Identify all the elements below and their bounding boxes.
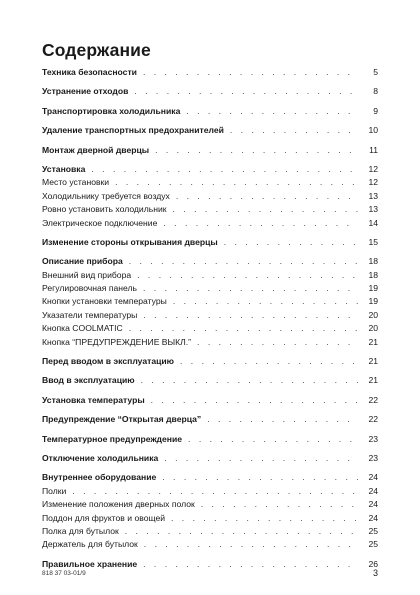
toc-entry-label: Техника безопасности: [42, 67, 137, 77]
toc-entry-page: 9: [373, 105, 378, 116]
dot-leader: [137, 269, 358, 282]
toc-entry-page: 21: [368, 375, 378, 386]
dot-leader: [72, 485, 358, 498]
toc-section-entry: [42, 374, 378, 387]
toc-subsection-entry: [42, 498, 378, 511]
toc-entry-label: Описание прибора: [42, 256, 123, 267]
dot-leader: [143, 282, 358, 295]
toc-entry-page: 13: [368, 190, 378, 201]
dot-leader: [186, 105, 358, 118]
dot-leader: [176, 190, 358, 203]
dot-leader: [129, 255, 358, 268]
page-number: 3: [372, 568, 378, 578]
dot-leader: [230, 124, 358, 137]
toc-section-entry: [42, 66, 378, 79]
toc-entry-page: 21: [368, 356, 378, 367]
toc-entry-page: 22: [368, 414, 378, 425]
toc-group: [42, 163, 378, 230]
toc-entry-label: Полка для бутылок: [42, 525, 119, 536]
toc-subsection-entry: [42, 176, 378, 189]
toc-entry-label: Предупреждение “Открытая дверца”: [42, 414, 202, 425]
toc-entry-page: 24: [368, 485, 378, 496]
toc-group: [42, 558, 378, 571]
toc-entry-label: Холодильнику требуется воздух: [42, 190, 170, 201]
dot-leader: [143, 558, 358, 571]
toc-entry-page: 12: [368, 177, 378, 188]
toc-section-entry: [42, 163, 378, 176]
toc-group: [42, 255, 378, 349]
dot-leader: [125, 525, 358, 538]
toc-section-entry: [42, 471, 378, 484]
dot-leader: [201, 498, 358, 511]
toc-entry-page: 19: [368, 296, 378, 307]
dot-leader: [197, 336, 358, 349]
toc-section-entry: [42, 255, 378, 268]
toc-entry-label: Внутреннее оборудование: [42, 472, 157, 483]
toc-entry-label: Изменение стороны открывания дверцы: [42, 236, 218, 247]
toc-section-entry: [42, 85, 378, 98]
toc-entry-label: Устранение отходов: [42, 86, 129, 97]
toc-entry-page: 23: [368, 433, 378, 444]
toc-subsection-entry: [42, 322, 378, 335]
toc-entry-label: Отключение холодильника: [42, 452, 159, 463]
toc-group: [42, 374, 378, 387]
toc-entry-label: Кнопка COOLMATIC: [42, 323, 123, 334]
dot-leader: [180, 355, 358, 368]
toc-subsection-entry: [42, 295, 378, 308]
toc-group: [42, 85, 378, 98]
toc-entry-page: 26: [368, 558, 378, 569]
toc-entry-page: 18: [368, 269, 378, 280]
dot-leader: [155, 144, 358, 157]
toc-entry-label: Удаление транспортных предохранителей: [42, 125, 224, 136]
toc-section-entry: [42, 105, 378, 118]
toc-section-entry: [42, 452, 378, 465]
toc-entry-label: Кнопки установки температуры: [42, 296, 167, 307]
toc-subsection-entry: [42, 282, 378, 295]
toc-entry-page: 24: [368, 499, 378, 510]
toc-entry-page: 13: [368, 204, 378, 215]
dot-leader: [141, 374, 358, 387]
dot-leader: [224, 236, 358, 249]
toc-entry-page: 18: [368, 256, 378, 267]
toc-entry-page: 19: [368, 283, 378, 294]
toc-entry-page: 20: [368, 323, 378, 334]
document-code: 818 37 03-01/9: [42, 570, 86, 577]
toc-entry-label: Ввод в эксплуатацию: [42, 375, 135, 386]
toc-subsection-entry: [42, 217, 378, 230]
toc-entry-label: Указатели температуры: [42, 309, 138, 320]
toc-entry-label: Место установки: [42, 177, 110, 188]
toc-subsection-entry: [42, 269, 378, 282]
toc-entry-label: Установка: [42, 163, 86, 174]
toc-section-entry: [42, 413, 378, 426]
table-of-contents: [42, 66, 378, 577]
toc-entry-page: 24: [368, 512, 378, 523]
toc-entry-label: Изменение положения дверных полок: [42, 499, 195, 510]
dot-leader: [143, 66, 358, 79]
toc-section-entry: [42, 355, 378, 368]
toc-group: [42, 144, 378, 157]
dot-leader: [171, 512, 358, 525]
toc-entry-label: Электрическое подключение: [42, 217, 158, 228]
toc-entry-page: 5: [373, 67, 378, 77]
toc-entry-page: 15: [368, 236, 378, 247]
toc-subsection-entry: [42, 485, 378, 498]
toc-subsection-entry: [42, 190, 378, 203]
toc-entry-page: 8: [373, 86, 378, 97]
dot-leader: [91, 163, 358, 176]
toc-entry-page: 11: [369, 144, 378, 155]
toc-entry-label: Установка температуры: [42, 394, 145, 405]
toc-section-entry: [42, 558, 378, 571]
toc-group: [42, 66, 378, 79]
toc-subsection-entry: [42, 525, 378, 538]
toc-group: [42, 105, 378, 118]
toc-entry-label: Кнопка “ПРЕДУПРЕЖДЕНИЕ ВЫКЛ.”: [42, 336, 192, 347]
toc-group: [42, 236, 378, 249]
dot-leader: [115, 176, 358, 189]
dot-leader: [151, 394, 358, 407]
toc-section-entry: [42, 124, 378, 137]
toc-group: [42, 471, 378, 551]
toc-group: [42, 452, 378, 465]
toc-section-entry: [42, 236, 378, 249]
dot-leader: [162, 471, 358, 484]
dot-leader: [164, 452, 358, 465]
dot-leader: [207, 413, 358, 426]
toc-entry-label: Держатель для бутылок: [42, 539, 138, 550]
toc-entry-label: Транспортировка холодильника: [42, 105, 181, 116]
toc-group: [42, 355, 378, 368]
dot-leader: [129, 322, 358, 335]
toc-entry-label: Правильное хранение: [42, 558, 138, 569]
toc-section-entry: [42, 394, 378, 407]
toc-entry-page: 25: [368, 539, 378, 550]
toc-subsection-entry: [42, 512, 378, 525]
toc-entry-label: Поддон для фруктов и овощей: [42, 512, 166, 523]
toc-entry-page: 20: [368, 309, 378, 320]
toc-entry-label: Внешний вид прибора: [42, 269, 132, 280]
page-title: Содержание: [42, 40, 151, 60]
toc-subsection-entry: [42, 203, 378, 216]
toc-entry-page: 10: [368, 125, 378, 136]
toc-entry-page: 24: [368, 472, 378, 483]
dot-leader: [143, 309, 358, 322]
toc-entry-page: 25: [368, 525, 378, 536]
toc-entry-label: Полки: [42, 485, 67, 496]
toc-entry-label: Ровно установить холодильник: [42, 204, 167, 215]
toc-entry-label: Регулировочная панель: [42, 283, 138, 294]
toc-section-entry: [42, 144, 378, 157]
dot-leader: [134, 85, 358, 98]
dot-leader: [173, 295, 358, 308]
toc-entry-label: Перед вводом в эксплуатацию: [42, 356, 175, 367]
toc-entry-page: 23: [368, 452, 378, 463]
toc-entry-page: 12: [368, 163, 378, 174]
toc-group: [42, 413, 378, 426]
dot-leader: [163, 217, 358, 230]
dot-leader: [144, 538, 358, 551]
toc-section-entry: [42, 433, 378, 446]
toc-entry-label: Температурное предупреждение: [42, 433, 183, 444]
toc-group: [42, 394, 378, 407]
toc-entry-page: 22: [368, 394, 378, 405]
toc-group: [42, 433, 378, 446]
dot-leader: [173, 203, 358, 216]
dot-leader: [188, 433, 358, 446]
toc-subsection-entry: [42, 538, 378, 551]
toc-group: [42, 124, 378, 137]
toc-subsection-entry: [42, 336, 378, 349]
toc-entry-label: Монтаж дверной дверцы: [42, 144, 150, 155]
toc-subsection-entry: [42, 309, 378, 322]
toc-entry-page: 21: [368, 336, 378, 347]
toc-entry-page: 14: [368, 217, 378, 228]
